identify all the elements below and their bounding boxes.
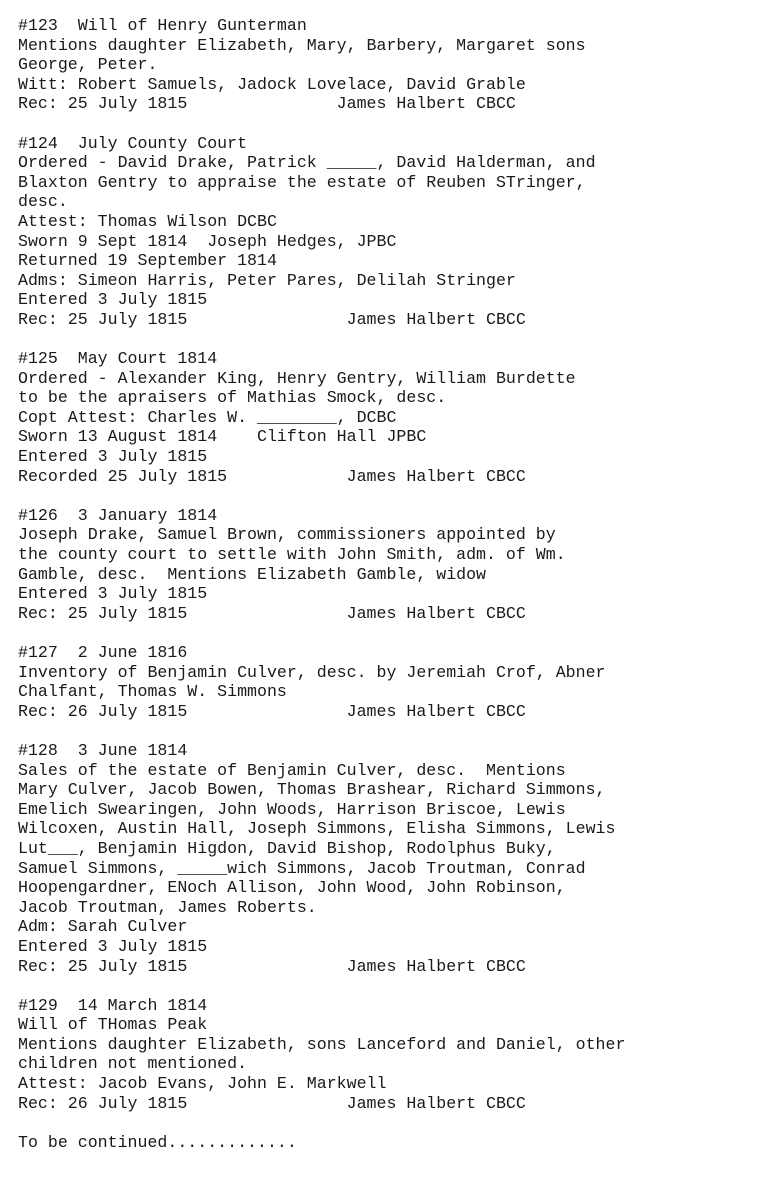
entry-line: Rec: 25 July 1815 James Halbert CBCC — [18, 603, 526, 623]
record-entry — [18, 643, 748, 721]
entry-line: to be the apraisers of Mathias Smock, desc. — [18, 388, 447, 408]
record-entry — [18, 16, 748, 114]
entry-line: Mentions daughter Elizabeth, Mary, Barbery, Margaret sons — [18, 35, 586, 55]
entry-line: Rec: 25 July 1815 James Halbert CBCC — [18, 309, 526, 329]
entry-line: Adms: Simeon Harris, Peter Pares, Delilah Stringer — [18, 270, 516, 290]
entry-line: Lut___, Benjamin Higdon, David Bishop, Rodolphus Buky, — [18, 838, 556, 858]
entry-heading: #129 14 March 1814 — [18, 995, 208, 1015]
record-entry — [18, 349, 748, 486]
entry-line: Will of THomas Peak — [18, 1015, 208, 1035]
entry-line: Sworn 13 August 1814 Clifton Hall JPBC — [18, 427, 427, 447]
entry-line: Emelich Swearingen, John Woods, Harrison Briscoe, Lewis — [18, 799, 566, 819]
entry-line: Rec: 25 July 1815 James Halbert CBCC — [18, 94, 516, 114]
entry-line: Rec: 25 July 1815 James Halbert CBCC — [18, 956, 526, 976]
entry-line: Gamble, desc. Mentions Elizabeth Gamble, widow — [18, 564, 487, 584]
entry-line: Mary Culver, Jacob Bowen, Thomas Brashear, Richard Simmons, — [18, 780, 606, 800]
entry-line: Copt Attest: Charles W. ________, DCBC — [18, 407, 397, 427]
record-entry — [18, 506, 748, 624]
entry-line: Recorded 25 July 1815 James Halbert CBCC — [18, 466, 526, 486]
entry-line: Entered 3 July 1815 — [18, 936, 208, 956]
entry-line: Mentions daughter Elizabeth, sons Lanceford and Daniel, other — [18, 1034, 626, 1054]
entry-line: Entered 3 July 1815 — [18, 584, 208, 604]
entry-line: Sales of the estate of Benjamin Culver, desc. Mentions — [18, 760, 566, 780]
entry-line: George, Peter. — [18, 55, 158, 75]
continuation-note: To be continued............. — [18, 1132, 297, 1152]
record-entry — [18, 741, 748, 976]
entry-heading: #124 July County Court — [18, 133, 248, 153]
record-entries — [18, 16, 748, 1113]
entry-line: Rec: 26 July 1815 James Halbert CBCC — [18, 1093, 526, 1113]
entry-line: Witt: Robert Samuels, Jadock Lovelace, David Grable — [18, 74, 526, 94]
entry-line: Rec: 26 July 1815 James Halbert CBCC — [18, 701, 526, 721]
entry-line: Samuel Simmons, _____wich Simmons, Jacob Troutman, Conrad — [18, 858, 586, 878]
entry-line: Jacob Troutman, James Roberts. — [18, 897, 317, 917]
entry-line: desc. — [18, 192, 68, 212]
record-entry — [18, 996, 748, 1114]
entry-line: Ordered - Alexander King, Henry Gentry, William Burdette — [18, 368, 576, 388]
entry-line: Wilcoxen, Austin Hall, Joseph Simmons, Elisha Simmons, Lewis — [18, 819, 616, 839]
entry-line: Returned 19 September 1814 — [18, 251, 277, 271]
entry-line: Attest: Jacob Evans, John E. Markwell — [18, 1074, 387, 1094]
entry-line: Entered 3 July 1815 — [18, 290, 208, 310]
entry-line: Entered 3 July 1815 — [18, 447, 208, 467]
entry-line: Ordered - David Drake, Patrick _____, David Halderman, and — [18, 153, 596, 173]
entry-heading: #126 3 January 1814 — [18, 505, 218, 525]
entry-heading: #123 Will of Henry Gunterman — [18, 16, 307, 35]
entry-line: Chalfant, Thomas W. Simmons — [18, 682, 287, 702]
entry-line: Joseph Drake, Samuel Brown, commissioners appointed by — [18, 525, 556, 545]
entry-line: Hoopengardner, ENoch Allison, John Wood, John Robinson, — [18, 878, 566, 898]
entry-line: Adm: Sarah Culver — [18, 917, 188, 937]
entry-line: children not mentioned. — [18, 1054, 248, 1074]
entry-heading: #127 2 June 1816 — [18, 643, 188, 662]
entry-heading: #128 3 June 1814 — [18, 740, 188, 760]
entry-line: the county court to settle with John Smith, adm. of Wm. — [18, 545, 566, 565]
entry-heading: #125 May Court 1814 — [18, 349, 218, 369]
document-page — [18, 16, 748, 1152]
entry-line: Attest: Thomas Wilson DCBC — [18, 211, 277, 231]
entry-line: Inventory of Benjamin Culver, desc. by Jeremiah Crof, Abner — [18, 662, 606, 682]
record-entry — [18, 134, 748, 330]
entry-line: Blaxton Gentry to appraise the estate of Reuben STringer, — [18, 172, 586, 192]
entry-line: Sworn 9 Sept 1814 Joseph Hedges, JPBC — [18, 231, 397, 251]
